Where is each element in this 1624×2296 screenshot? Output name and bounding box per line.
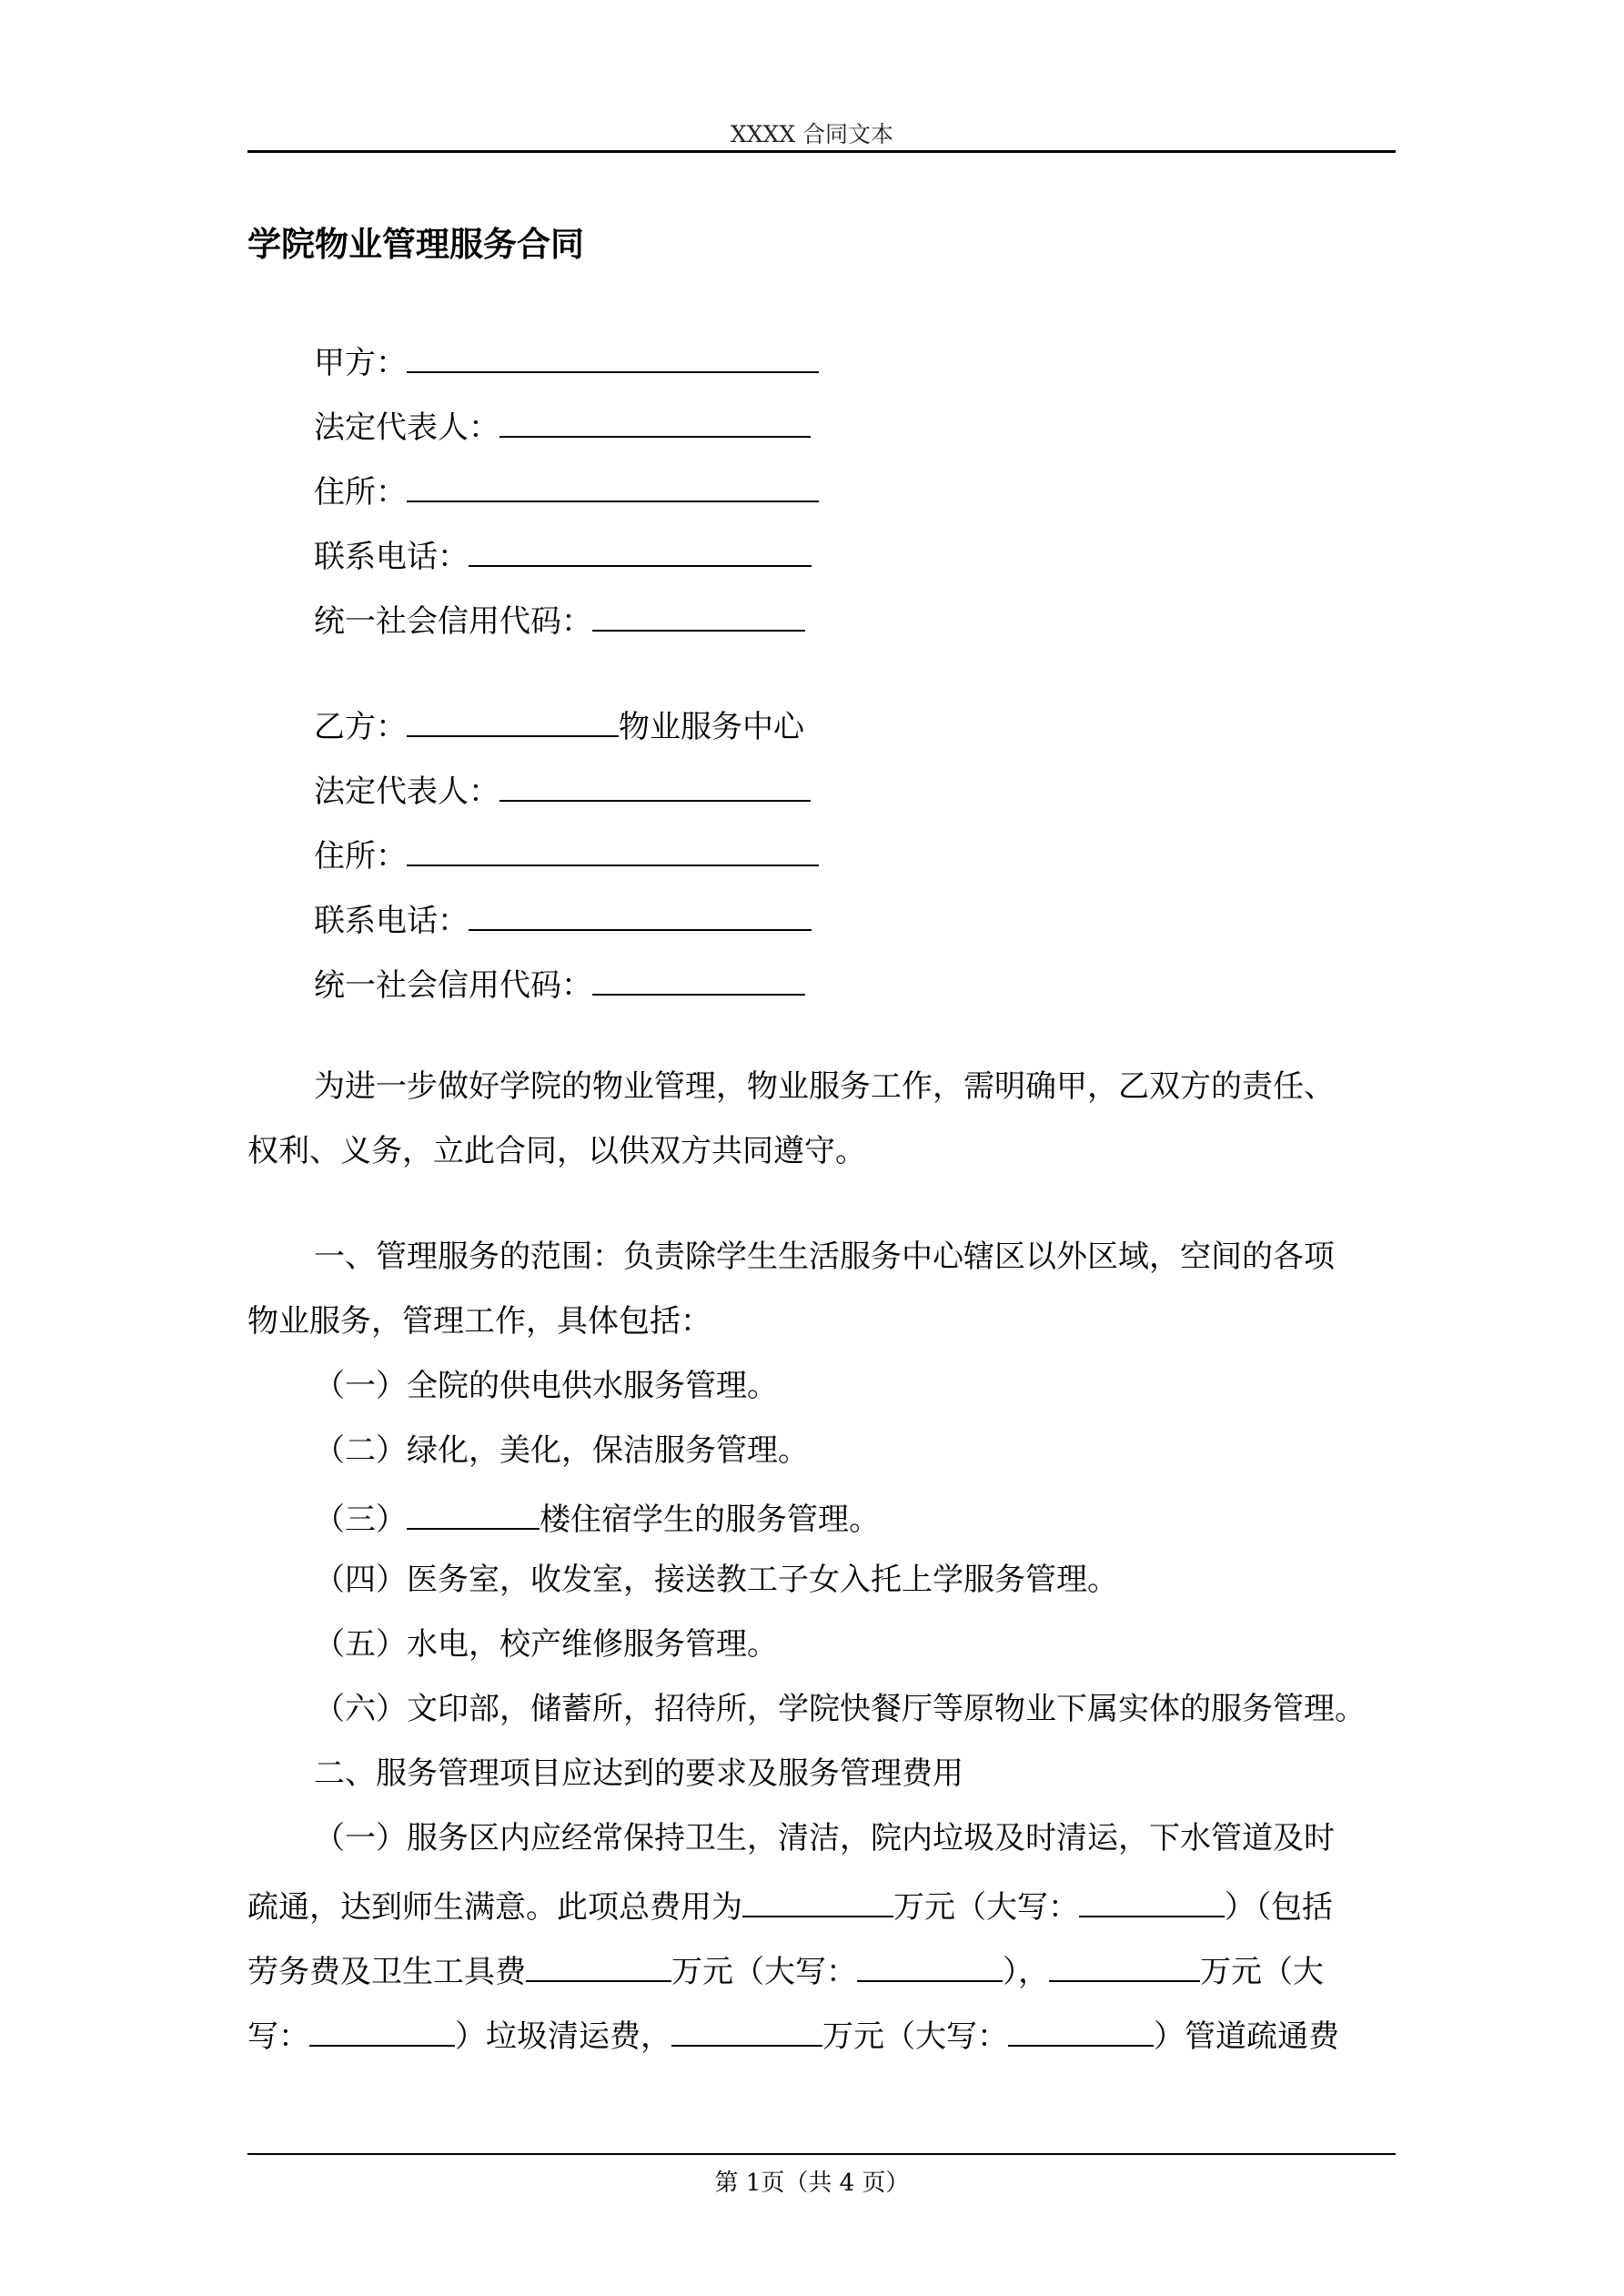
party-b-credit-row xyxy=(314,961,805,1006)
section2-p1-l4-text-d: ）管道疏通费 xyxy=(1154,2018,1339,2055)
party-a-phone-label: 联系电话： xyxy=(314,539,469,575)
section2-p1-l3-blank-1[interactable] xyxy=(526,1947,671,1982)
party-b-name-label: 乙方： xyxy=(314,709,407,745)
section1-item-3 xyxy=(314,1495,880,1540)
page-footer: 第 1页（共 4 页） xyxy=(714,2170,910,2197)
party-b-credit-label: 统一社会信用代码： xyxy=(314,967,592,1004)
party-a-rep-label: 法定代表人： xyxy=(314,410,499,446)
header-rule xyxy=(247,150,1396,153)
party-b-name-suffix: 物业服务中心 xyxy=(619,709,804,745)
section2-p1-l2-blank-2[interactable] xyxy=(1079,1883,1225,1917)
section1-item-3-prefix: （三） xyxy=(314,1502,407,1538)
section2-p1-l3-blank-2[interactable] xyxy=(857,1947,1003,1982)
section2-p1-l3-text-c: ）， xyxy=(1003,1954,1049,1990)
section2-p1-line-1: （一）服务区内应经常保持卫生，清洁，院内垃圾及时清运，下水管道及时 xyxy=(314,1820,1335,1856)
party-b-address-blank[interactable] xyxy=(407,832,819,866)
section2-p1-l4-text-b: ）垃圾清运费， xyxy=(455,2018,671,2055)
section1-item-4: （四）医务室，收发室，接送教工子女入托上学服务管理。 xyxy=(314,1562,1118,1598)
party-a-name-blank[interactable] xyxy=(407,339,819,373)
party-a-credit-label: 统一社会信用代码： xyxy=(314,603,592,640)
section2-p1-line-4 xyxy=(247,2012,1339,2057)
section2-p1-l4-blank-2[interactable] xyxy=(671,2012,822,2047)
party-a-name-row xyxy=(314,339,819,383)
party-a-credit-row xyxy=(314,597,805,642)
party-a-credit-blank[interactable] xyxy=(592,597,805,632)
page-header: XXXX 合同文本 xyxy=(730,121,894,147)
section2-p1-l4-blank-1[interactable] xyxy=(309,2012,455,2047)
section1-item-1: （一）全院的供电供水服务管理。 xyxy=(314,1368,778,1404)
party-b-name-blank[interactable] xyxy=(407,703,619,737)
party-b-address-row xyxy=(314,832,819,876)
party-a-name-label: 甲方： xyxy=(314,345,407,381)
section2-p1-l4-text-a: 写： xyxy=(247,2018,309,2055)
section2-p1-l3-blank-3[interactable] xyxy=(1049,1947,1200,1982)
party-b-phone-label: 联系电话： xyxy=(314,903,469,939)
section2-p1-l3-text-a: 劳务费及卫生工具费 xyxy=(247,1954,526,1990)
party-b-address-label: 住所： xyxy=(314,838,407,875)
section1-line-2: 物业服务，管理工作，具体包括： xyxy=(247,1303,711,1340)
party-b-rep-label: 法定代表人： xyxy=(314,774,499,810)
section2-p1-l2-text-a: 疏通，达到师生满意。此项总费用为 xyxy=(247,1889,742,1926)
section2-p1-line-2 xyxy=(247,1883,1333,1927)
party-a-address-row xyxy=(314,468,819,512)
section2-p1-l2-blank-1[interactable] xyxy=(742,1883,893,1917)
intro-line-2: 权利、义务，立此合同，以供双方共同遵守。 xyxy=(247,1133,866,1169)
section2-p1-l3-text-d: 万元（大 xyxy=(1200,1954,1324,1990)
section1-item-2: （二）绿化，美化，保洁服务管理。 xyxy=(314,1432,809,1469)
party-a-phone-row xyxy=(314,532,812,577)
section2-heading: 二、服务管理项目应达到的要求及服务管理费用 xyxy=(314,1755,963,1792)
section2-p1-line-3 xyxy=(247,1947,1324,1992)
intro-line-1: 为进一步做好学院的物业管理，物业服务工作，需明确甲，乙双方的责任、 xyxy=(314,1068,1335,1105)
party-b-rep-blank[interactable] xyxy=(499,767,811,802)
party-a-address-label: 住所： xyxy=(314,474,407,511)
party-b-rep-row xyxy=(314,767,811,812)
party-b-phone-blank[interactable] xyxy=(469,896,812,931)
section1-line-1: 一、管理服务的范围：负责除学生生活服务中心辖区以外区域，空间的各项 xyxy=(314,1239,1335,1275)
party-b-phone-row xyxy=(314,896,812,941)
section2-p1-l2-text-c: ）（包括 xyxy=(1225,1889,1333,1926)
section1-item-3-suffix: 楼住宿学生的服务管理。 xyxy=(540,1502,880,1538)
party-a-address-blank[interactable] xyxy=(407,468,819,502)
footer-rule xyxy=(247,2153,1396,2155)
section2-p1-l4-blank-3[interactable] xyxy=(1008,2012,1154,2047)
section2-p1-l4-text-c: 万元（大写： xyxy=(822,2018,1008,2055)
party-a-rep-blank[interactable] xyxy=(499,403,811,438)
party-a-phone-blank[interactable] xyxy=(469,532,812,567)
party-b-name-row xyxy=(314,703,804,747)
section1-item-6: （六）文印部，储蓄所，招待所，学院快餐厅等原物业下属实体的服务管理。 xyxy=(314,1691,1366,1727)
party-a-rep-row xyxy=(314,403,811,448)
document-title: 学院物业管理服务合同 xyxy=(247,225,584,264)
section2-p1-l3-text-b: 万元（大写： xyxy=(671,1954,857,1990)
party-b-credit-blank[interactable] xyxy=(592,961,805,996)
section1-item-5: （五）水电，校产维修服务管理。 xyxy=(314,1626,778,1663)
section1-item-3-blank[interactable] xyxy=(407,1495,540,1530)
section2-p1-l2-text-b: 万元（大写： xyxy=(893,1889,1079,1926)
